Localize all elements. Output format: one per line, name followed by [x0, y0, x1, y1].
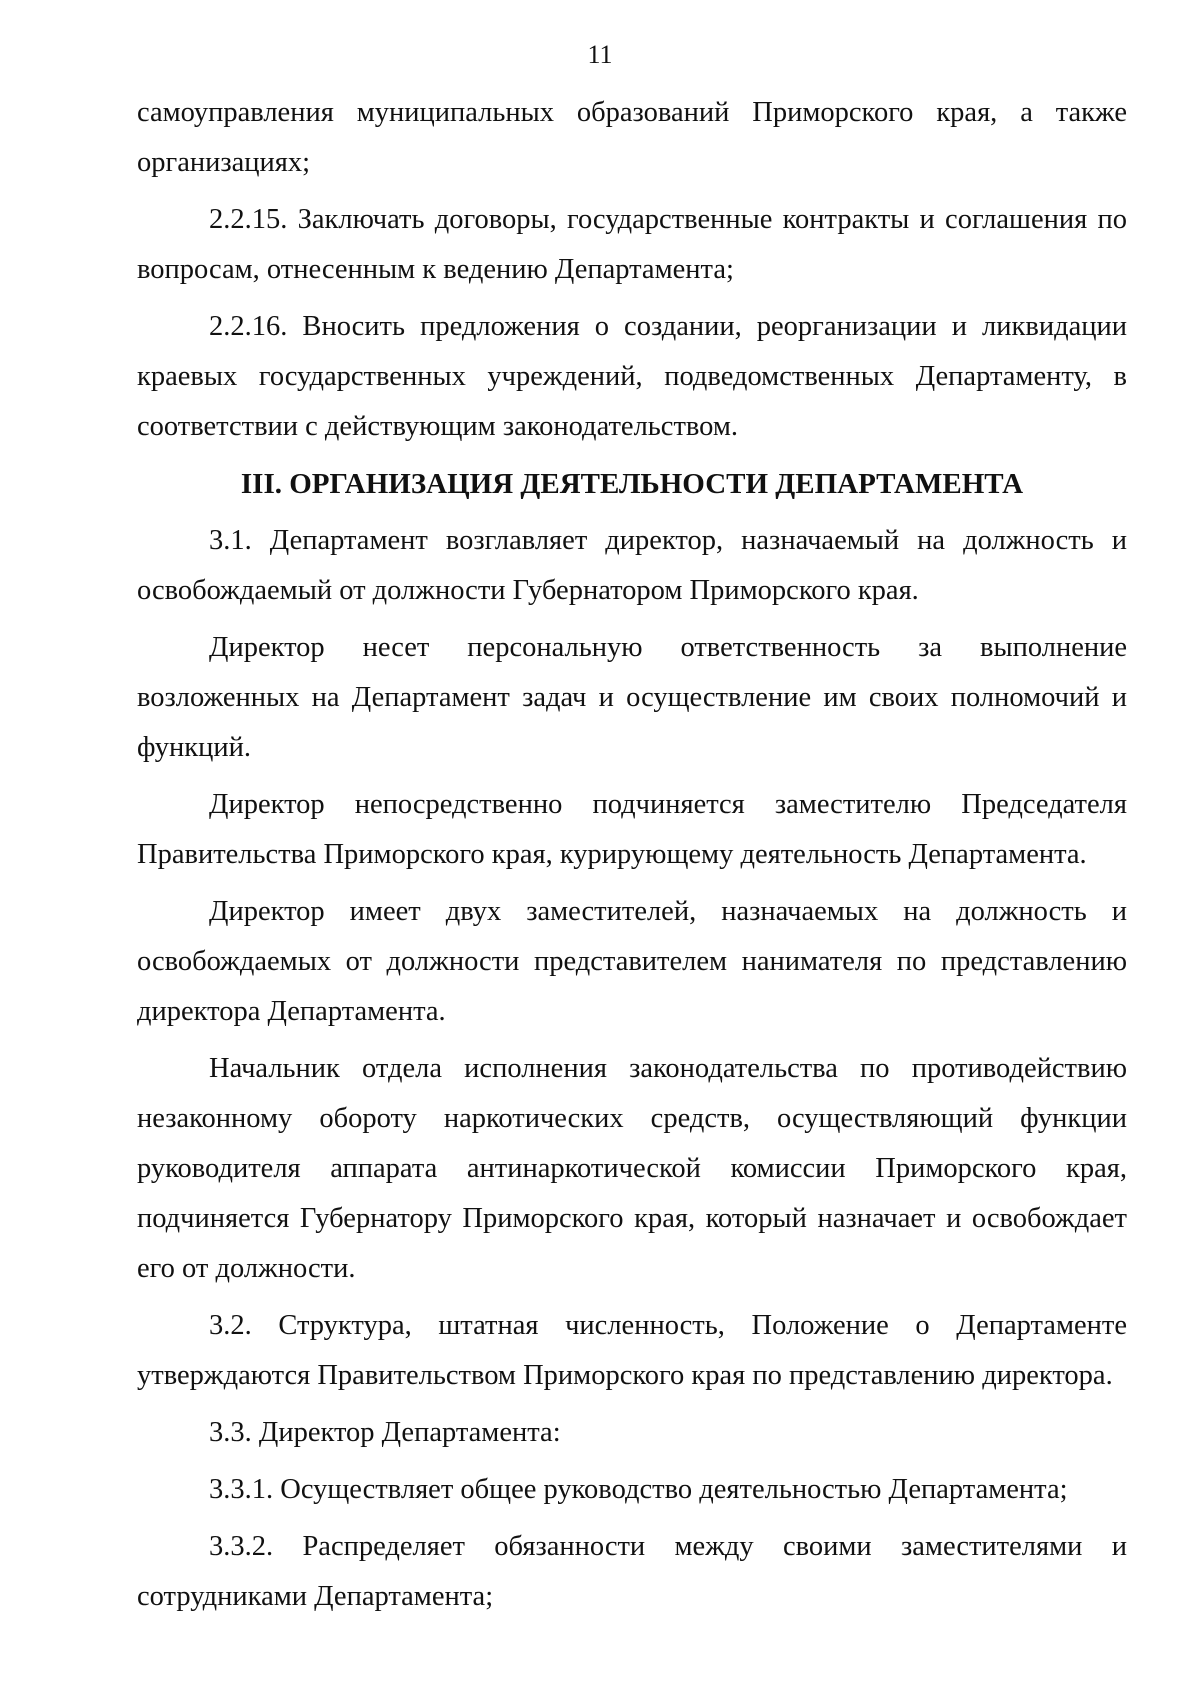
paragraph-2-2-15: 2.2.15. Заключать договоры, государственные контракты и соглашения по вопросам, отнесенным к ведению Департамента; — [137, 204, 1127, 285]
section-heading: III. ОРГАНИЗАЦИЯ ДЕЯТЕЛЬНОСТИ ДЕПАРТАМЕНТА — [240, 468, 1024, 500]
page-number: 11 — [587, 40, 613, 69]
paragraph-director-subordination: Директор непосредственно подчиняется заместителю Председателя Правительства Приморского края, курирующему деятельность Департамента. — [137, 789, 1127, 870]
paragraph-3-1: 3.1. Департамент возглавляет директор, назначаемый на должность и освобождаемый от должности Губернатором Приморского края. — [137, 525, 1127, 606]
paragraph-continuation: самоуправления муниципальных образований Приморского края, а также организациях; — [137, 97, 1127, 178]
paragraph-director-deputies: Директор имеет двух заместителей, назначаемых на должность и освобождаемых от должности представителем нанимателя по представлению директора Департамента. — [137, 896, 1127, 1027]
paragraph-3-2: 3.2. Структура, штатная численность, Положение о Департаменте утверждаются Правительством Приморского края по представлению директора. — [137, 1310, 1127, 1391]
paragraph-3-3: 3.3. Директор Департамента: — [209, 1417, 561, 1448]
paragraph-3-3-1: 3.3.1. Осуществляет общее руководство деятельностью Департамента; — [209, 1474, 1068, 1505]
paragraph-director-responsibility: Директор несет персональную ответственность за выполнение возложенных на Департамент задач и осуществление им своих полномочий и функций. — [137, 632, 1127, 763]
document-body — [137, 88, 1127, 1629]
paragraph-3-3-2: 3.3.2. Распределяет обязанности между своими заместителями и сотрудниками Департамента; — [137, 1531, 1127, 1612]
paragraph-department-head: Начальник отдела исполнения законодательства по противодействию незаконному обороту наркотических средств, осуществляющий функции руководителя аппарата антинаркотической комиссии Приморского края, подчиняется Губернатору Приморского края, который назначает и освобождает его от должности. — [137, 1053, 1127, 1284]
paragraph-2-2-16: 2.2.16. Вносить предложения о создании, реорганизации и ликвидации краевых государственных учреждений, подведомственных Департаменту, в соответствии с действующим законодательством. — [137, 311, 1127, 442]
